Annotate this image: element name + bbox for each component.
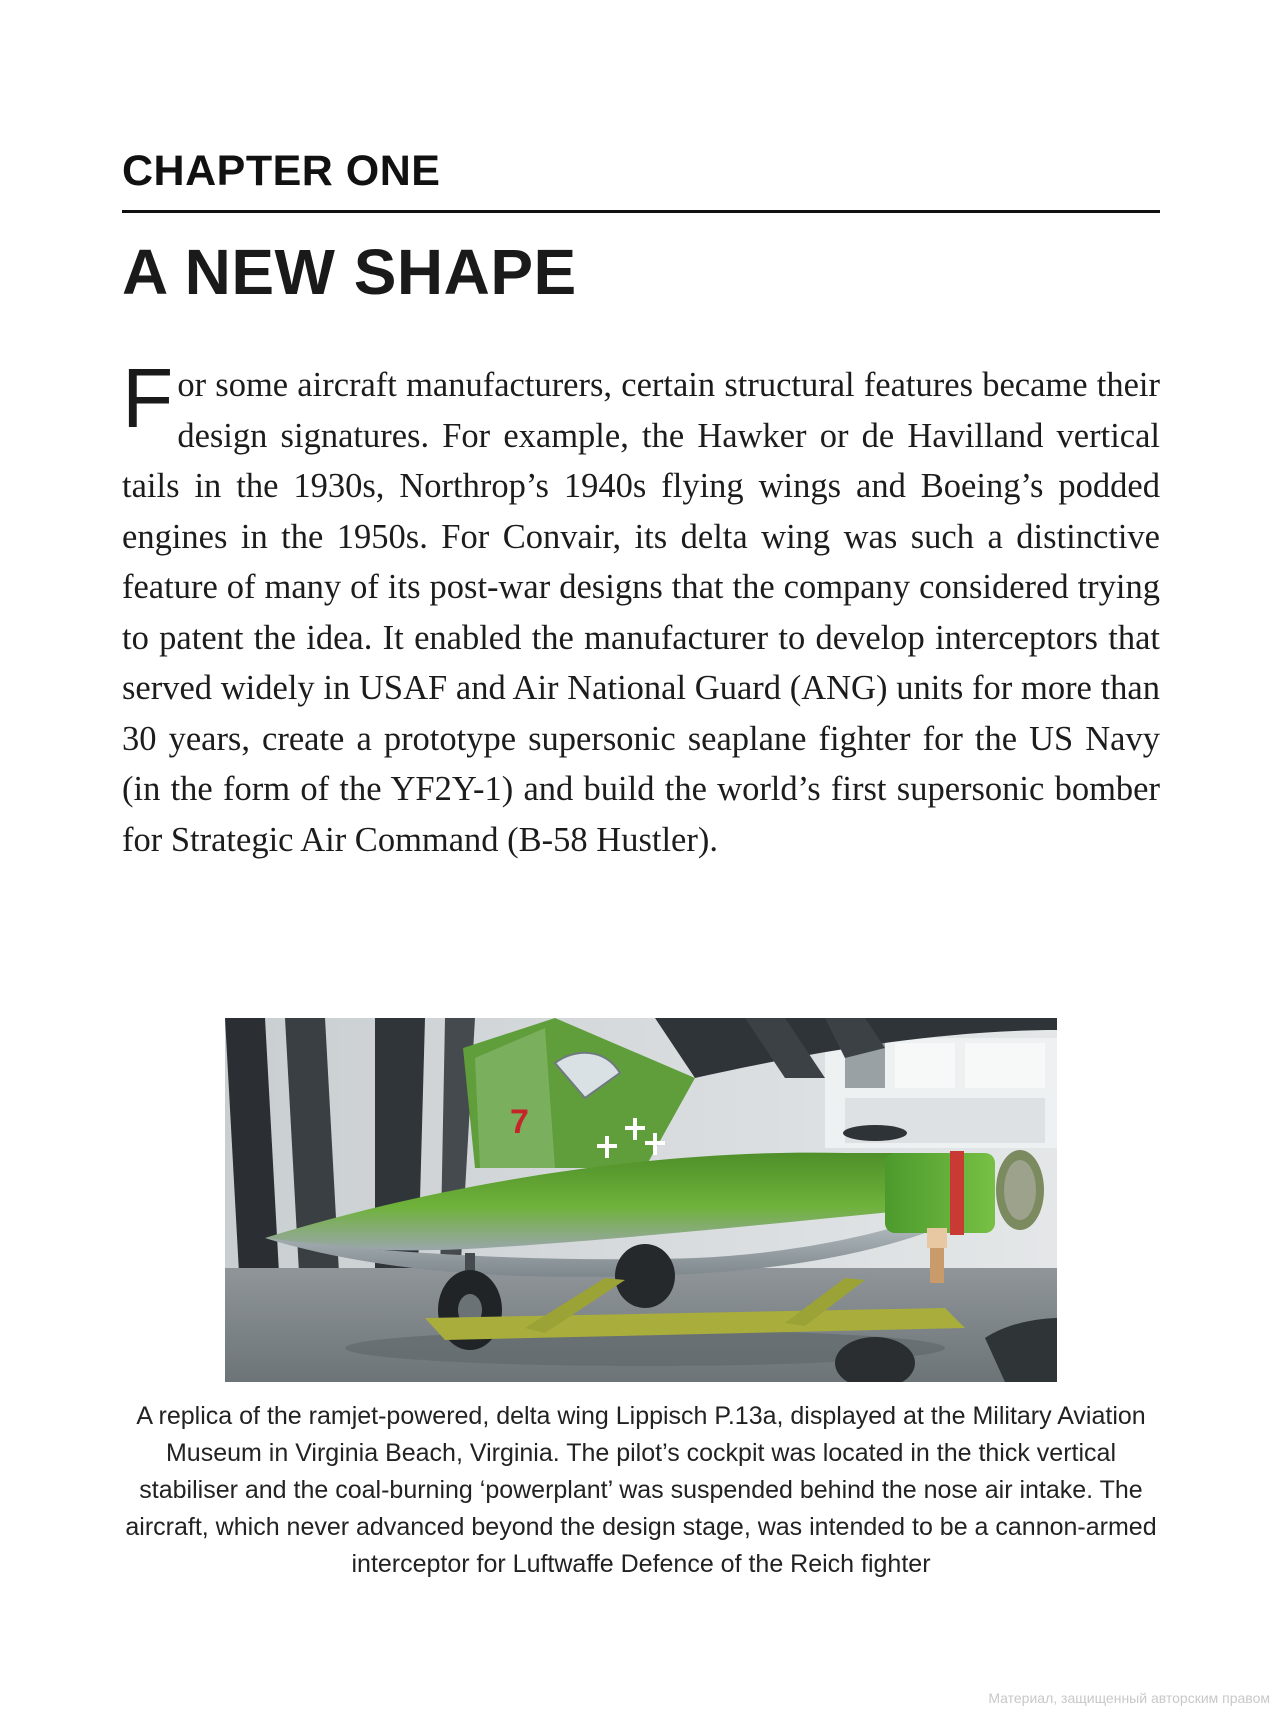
drop-cap: F: [122, 351, 174, 445]
aircraft-photo: [225, 1018, 1057, 1382]
figure-caption: A replica of the ramjet-powered, delta wing Lippisch P.13a, displayed at the Military Aviation Museum in Virginia Beach, Virginia. The pilot’s cockpit was located in the thick vertical stabiliser and the coal-burning ‘powerplant’ was suspended behind the nose air intake. The aircraft, which never advanced beyond the design stage, was intended to be a cannon-armed interceptor for Luftwaffe Defence of the Reich fighter: [125, 1402, 1157, 1578]
chapter-title: A NEW SHAPE: [122, 236, 577, 308]
chapter-rule: [122, 210, 1160, 213]
body-paragraph: [122, 351, 1160, 865]
body-text: or some aircraft manufacturers, certain structural features became their design signatures. For example, the Hawker or de Havilland vertical tails in the 1930s, Northrop’s 1940s flying wings and Boeing’s podded engines in the 1950s. For Convair, its delta wing was such a distinctive feature of many of its post-war designs that the company considered trying to patent the idea. It enabled the manufacturer to develop interceptors that served widely in USAF and Air National Guard (ANG) units for more than 30 years, create a prototype supersonic seaplane fighter for the US Navy (in the form of the YF2Y-1) and build the world’s first supersonic bomber for Strategic Air Command (B-58 Hustler).: [122, 366, 1160, 859]
tail-marking: 7: [510, 1103, 529, 1141]
watermark: Материал, защищенный авторским правом: [988, 1690, 1270, 1706]
chapter-label: CHAPTER ONE: [122, 147, 441, 195]
